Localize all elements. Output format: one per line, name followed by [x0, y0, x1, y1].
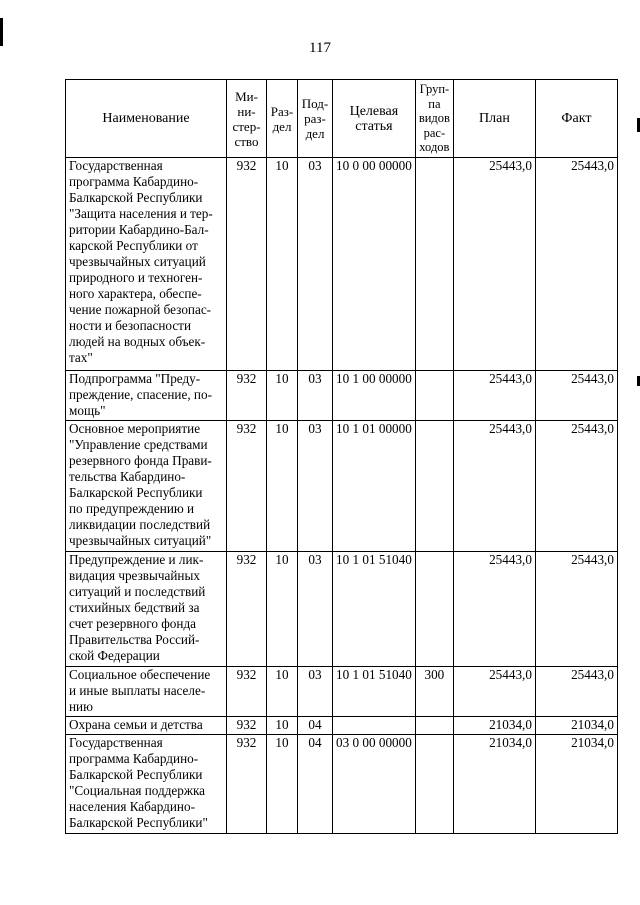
cell-plan: 25443,0	[453, 158, 535, 371]
cell-name: Охрана семьи и детства	[66, 717, 227, 735]
cell-target-article: 10 1 01 51040	[333, 552, 416, 667]
cell-target-article: 10 1 00 00000	[333, 371, 416, 421]
cell-subsection: 04	[298, 717, 333, 735]
cell-target-article: 10 1 01 51040	[333, 667, 416, 717]
cell-name: Предупреждение и лик- видация чрезвычайных ситуаций и последствий стихийных бедствий за счет резервного фонда Правительства Россий- ской Федерации	[66, 552, 227, 667]
cell-expense-group	[415, 552, 453, 667]
cell-fact: 21034,0	[535, 735, 617, 834]
header-target-article: Целевая статья	[333, 80, 416, 158]
header-section: Раз- дел	[267, 80, 298, 158]
cell-ministry: 932	[227, 717, 267, 735]
cell-name: Государственная программа Кабардино- Балкарской Республики "Защита населения и тер- ритории Кабардино-Бал- карской Республики от чрезвычайных ситуаций природного и техноген- ного характера, обеспе- чение пожарной безопас- ности и безопасности людей на водных объек- тах"	[66, 158, 227, 371]
header-name: Наименование	[66, 80, 227, 158]
cell-expense-group	[415, 421, 453, 552]
table-row	[66, 421, 618, 552]
cell-fact: 25443,0	[535, 552, 617, 667]
cell-subsection: 03	[298, 667, 333, 717]
cell-ministry: 932	[227, 371, 267, 421]
cell-expense-group	[415, 158, 453, 371]
cell-target-article	[333, 717, 416, 735]
cell-expense-group: 300	[415, 667, 453, 717]
cell-subsection: 04	[298, 735, 333, 834]
cell-ministry: 932	[227, 421, 267, 552]
cell-ministry: 932	[227, 158, 267, 371]
table-row	[66, 667, 618, 717]
budget-table	[65, 79, 618, 834]
cell-name: Социальное обеспечение и иные выплаты населе- нию	[66, 667, 227, 717]
cell-ministry: 932	[227, 735, 267, 834]
cell-ministry: 932	[227, 667, 267, 717]
table-row	[66, 735, 618, 834]
header-row	[66, 80, 618, 158]
cell-subsection: 03	[298, 158, 333, 371]
header-fact: Факт	[535, 80, 617, 158]
cell-expense-group	[415, 717, 453, 735]
cell-plan: 21034,0	[453, 717, 535, 735]
cell-plan: 25443,0	[453, 371, 535, 421]
cell-target-article: 03 0 00 00000	[333, 735, 416, 834]
cell-section: 10	[267, 371, 298, 421]
page-number: 117	[309, 40, 331, 56]
cell-name: Государственная программа Кабардино- Балкарской Республики "Социальная поддержка населения Кабардино- Балкарской Республики"	[66, 735, 227, 834]
table-row	[66, 371, 618, 421]
table-row	[66, 552, 618, 667]
cell-expense-group	[415, 371, 453, 421]
header-plan: План	[453, 80, 535, 158]
cell-target-article: 10 1 01 00000	[333, 421, 416, 552]
cell-subsection: 03	[298, 371, 333, 421]
cell-section: 10	[267, 158, 298, 371]
cell-target-article: 10 0 00 00000	[333, 158, 416, 371]
header-expense-group: Груп- па видов рас- ходов	[415, 80, 453, 158]
cell-section: 10	[267, 735, 298, 834]
table-row	[66, 158, 618, 371]
cell-name: Подпрограмма "Преду- преждение, спасение, по- мощь"	[66, 371, 227, 421]
cell-section: 10	[267, 421, 298, 552]
cell-fact: 25443,0	[535, 158, 617, 371]
cell-fact: 25443,0	[535, 371, 617, 421]
cell-subsection: 03	[298, 552, 333, 667]
cell-plan: 25443,0	[453, 552, 535, 667]
table-row	[66, 717, 618, 735]
cell-fact: 25443,0	[535, 421, 617, 552]
cell-subsection: 03	[298, 421, 333, 552]
cell-ministry: 932	[227, 552, 267, 667]
cell-plan: 25443,0	[453, 421, 535, 552]
cell-expense-group	[415, 735, 453, 834]
cell-plan: 25443,0	[453, 667, 535, 717]
header-ministry: Ми- ни- стер- ство	[227, 80, 267, 158]
header-subsection: Под- раз- дел	[298, 80, 333, 158]
cell-name: Основное мероприятие "Управление средствами резервного фонда Прави- тельства Кабардино- Балкарской Республики по предупреждению и ликвидации последствий чрезвычайных ситуаций"	[66, 421, 227, 552]
cell-section: 10	[267, 552, 298, 667]
cell-plan: 21034,0	[453, 735, 535, 834]
cell-fact: 21034,0	[535, 717, 617, 735]
cell-section: 10	[267, 717, 298, 735]
cell-section: 10	[267, 667, 298, 717]
cell-fact: 25443,0	[535, 667, 617, 717]
